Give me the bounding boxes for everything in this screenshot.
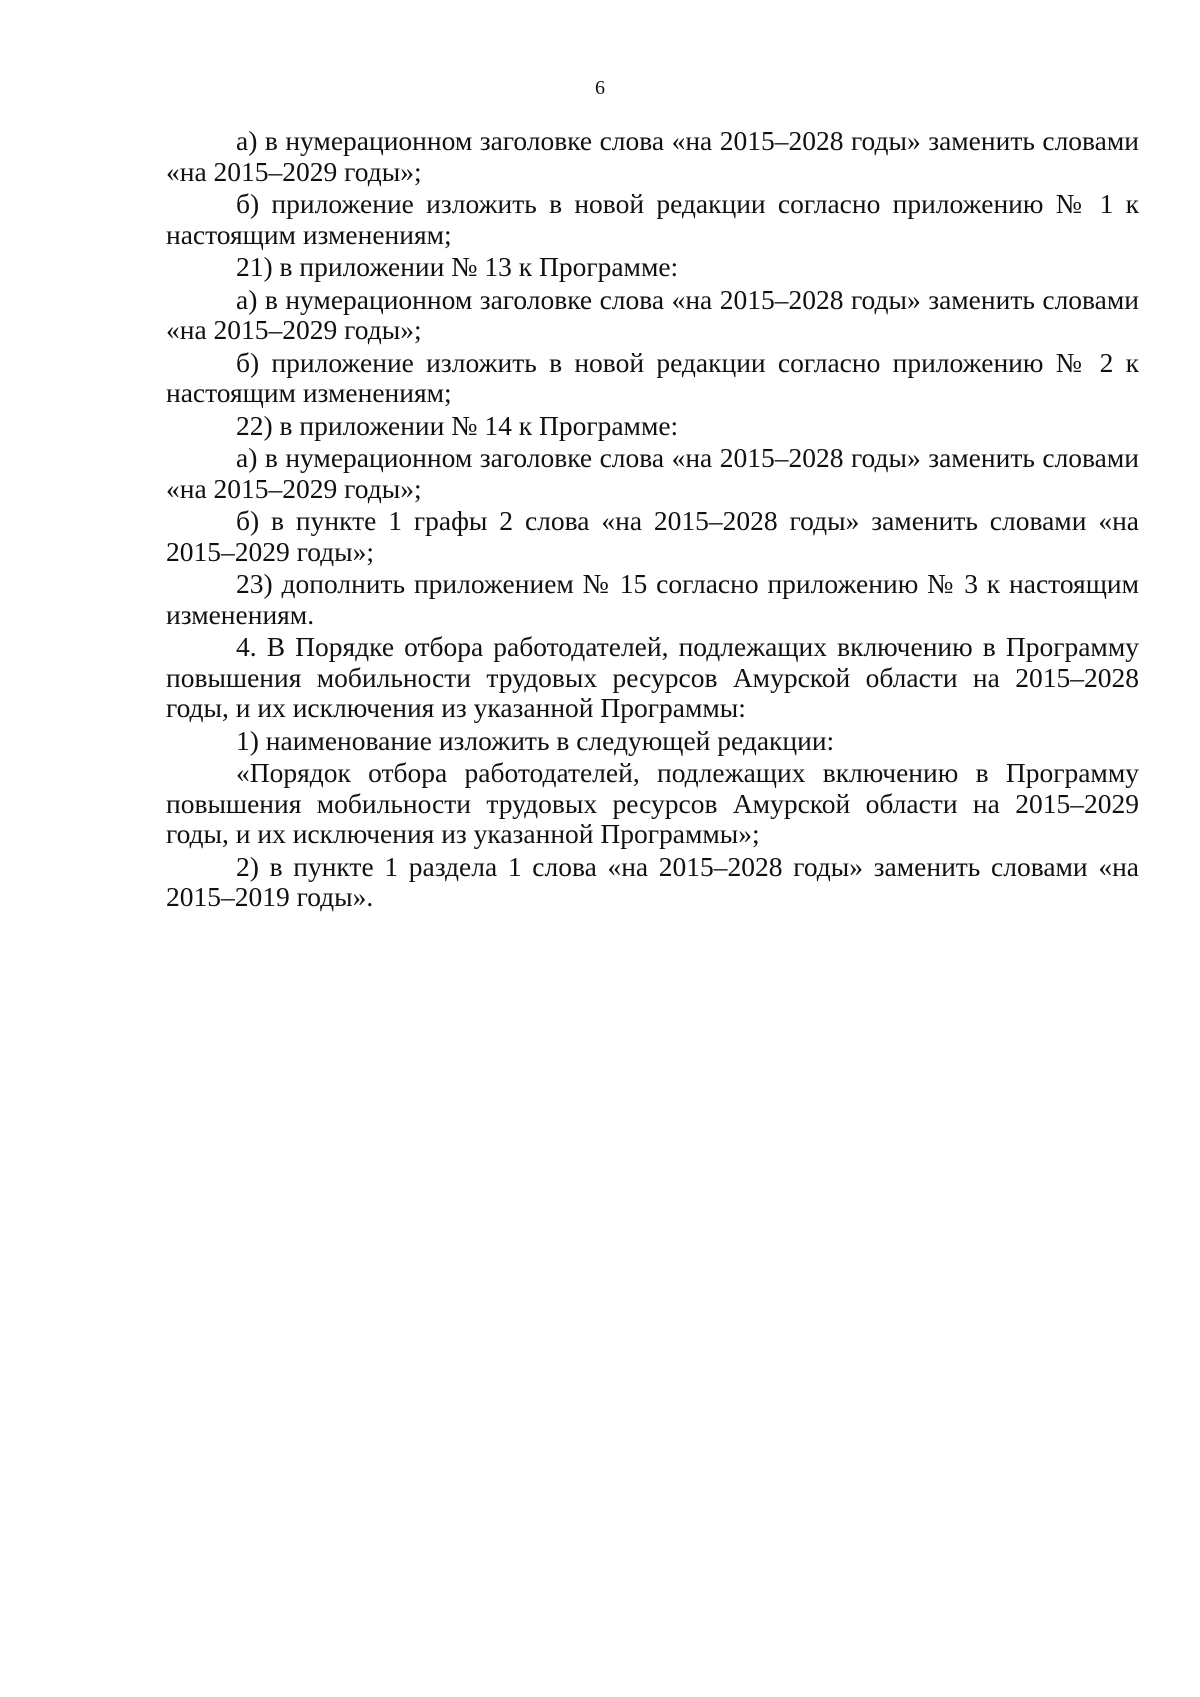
paragraph-3-21: 21) в приложении № 13 к Программе:: [236, 251, 679, 282]
paragraph-3-22-b: б) в пункте 1 графы 2 слова «на 2015–2028 годы» заменить словами «на 2015–2029 годы»;: [166, 505, 1139, 567]
paragraph-4-2: 2) в пункте 1 раздела 1 слова «на 2015–2028 годы» заменить словами «на 2015–2019 годы».: [166, 850, 1139, 912]
paragraph-4: 4. В Порядке отбора работодателей, подлежащих включению в Программу повышения мобильности трудовых ресурсов Амурской области на 2015–2028 годы, и их исключения из указанной Программы:: [166, 631, 1139, 723]
paragraph-3-22: 22) в приложении № 14 к Программе:: [236, 409, 679, 441]
document-body: [166, 126, 1139, 913]
paragraph-4-1-quote: «Порядок отбора работодателей, подлежащих включению в Программу повышения мобильности трудовых ресурсов Амурской области на 2015–2029 годы, и их исключения из указанной Программы»;: [166, 757, 1139, 849]
paragraph-3-22-a: а) в нумерационном заголовке слова «на 2015–2028 годы» заменить словами «на 2015–2029 годы»;: [166, 442, 1139, 504]
paragraph-3-20-b: б) приложение изложить в новой редакции согласно приложению № 1 к настоящим изменениям;: [166, 188, 1139, 250]
paragraph-3-21-a: а) в нумерационном заголовке слова «на 2015–2028 годы» заменить словами «на 2015–2029 годы»;: [166, 283, 1139, 345]
page-number: 6: [595, 77, 605, 99]
paragraph-3-21-b: б) приложение изложить в новой редакции согласно приложению № 2 к настоящим изменениям;: [166, 346, 1139, 408]
paragraph-3-20-a: а) в нумерационном заголовке слова «на 2015–2028 годы» заменить словами «на 2015–2029 годы»;: [166, 125, 1139, 187]
paragraph-4-1: 1) наименование изложить в следующей редакции:: [236, 724, 835, 756]
paragraph-3-23: 23) дополнить приложением № 15 согласно приложению № 3 к настоящим изменениям.: [166, 568, 1139, 630]
